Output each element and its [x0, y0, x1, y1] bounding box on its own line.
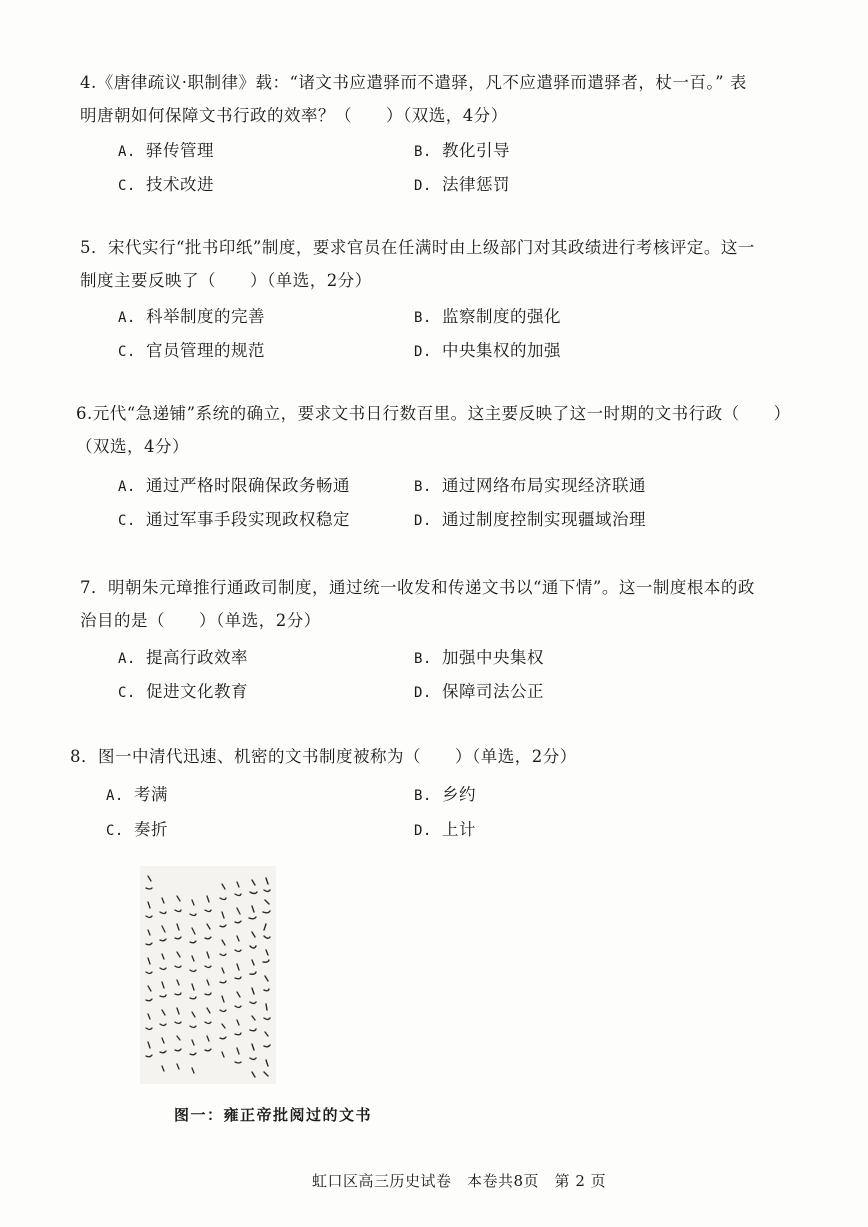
stem-line-1: 7．明朝朱元璋推行通政司制度，通过统一收发和传递文书以“通下情”。这一制度根本的政: [80, 578, 755, 597]
option-a: A. 考满: [106, 785, 168, 804]
stem-line-2: 治目的是（ ）（单选，2分）: [80, 611, 321, 630]
option-d: D. 通过制度控制实现疆域治理: [414, 510, 646, 529]
option-a: A. 提高行政效率: [118, 648, 248, 667]
question-stem: [80, 571, 800, 637]
stem-line-1: 6.元代“急递铺”系统的确立，要求文书日行数百里。这主要反映了这一时期的文书行政（ ）: [76, 404, 791, 423]
handwritten-manuscript-image: [140, 866, 276, 1084]
option-b: B. 教化引导: [414, 141, 510, 160]
option-a: A. 科举制度的完善: [118, 307, 265, 326]
stem-line-2: 制度主要反映了（ ）（单选，2分）: [80, 271, 372, 290]
question-stem: [76, 397, 800, 463]
option-c: C. 技术改进: [118, 175, 214, 194]
manuscript-strokes: [140, 866, 276, 1084]
page-footer: 虹口区高三历史试卷 本卷共8页 第 2 页: [312, 1172, 607, 1190]
question-stem: [80, 231, 800, 297]
stem-line-2: （双选，4分）: [76, 437, 189, 456]
option-d: D. 中央集权的加强: [414, 341, 561, 360]
option-c: C. 官员管理的规范: [118, 341, 265, 360]
question-stem: [70, 740, 790, 773]
question-stem: [80, 66, 800, 132]
stem-line-1: 5．宋代实行“批书印纸”制度，要求官员在任满时由上级部门对其政绩进行考核评定。这一: [80, 238, 755, 257]
option-b: B. 监察制度的强化: [414, 307, 561, 326]
option-a: A. 通过严格时限确保政务畅通: [118, 476, 350, 495]
option-d: D. 保障司法公正: [414, 682, 544, 701]
option-c: C. 通过军事手段实现政权稳定: [118, 510, 350, 529]
stem-line-1: 4.《唐律疏议·职制律》载：“诸文书应遣驿而不遣驿，凡不应遣驿而遣驿者，杖一百。” 表: [80, 73, 747, 92]
option-a: A. 驿传管理: [118, 141, 214, 160]
option-c: C. 促进文化教育: [118, 682, 248, 701]
option-b: B. 加强中央集权: [414, 648, 544, 667]
stem-line-1: 8．图一中清代迅速、机密的文书制度被称为（ ）（单选，2分）: [70, 747, 577, 766]
option-d: D. 上计: [414, 820, 476, 839]
figure-caption: 图一：雍正帝批阅过的文书: [174, 1106, 373, 1124]
option-b: B. 通过网络布局实现经济联通: [414, 476, 646, 495]
option-d: D. 法律惩罚: [414, 175, 510, 194]
stem-line-2: 明唐朝如何保障文书行政的效率？（ ）（双选，4分）: [80, 106, 508, 125]
option-b: B. 乡约: [414, 785, 476, 804]
option-c: C. 奏折: [106, 820, 168, 839]
